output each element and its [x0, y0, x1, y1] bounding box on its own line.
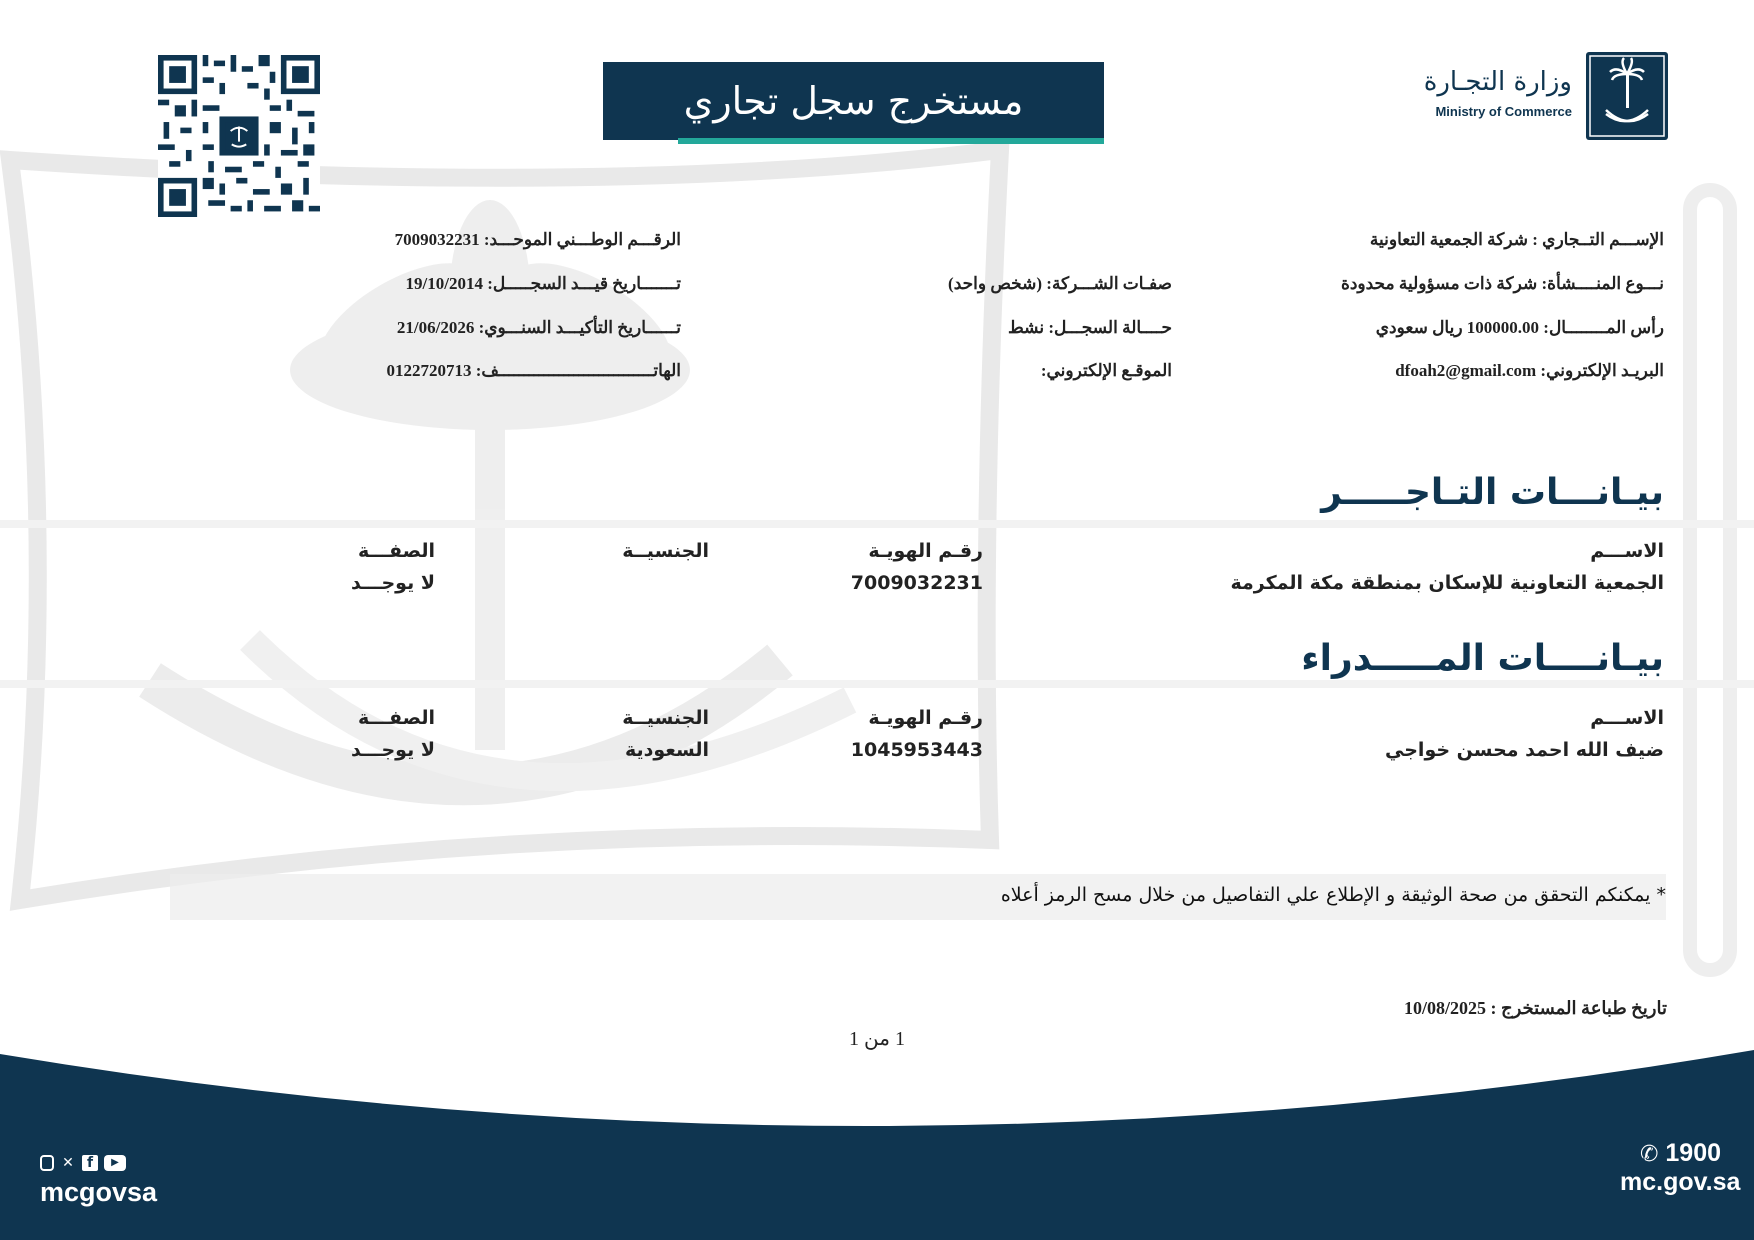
- confirm-date-value: 21/06/2026: [396, 318, 475, 337]
- capital-label: رأس المــــــــال:: [1543, 318, 1664, 337]
- entity-type-field: [1341, 274, 1664, 294]
- capital-field: [1376, 318, 1664, 338]
- ministry-name-english: Ministry of Commerce: [1435, 104, 1572, 119]
- merchant-header-role: الصفـــة: [357, 540, 435, 562]
- phone-value: 0122720713: [386, 361, 472, 380]
- footer-website[interactable]: mc.gov.sa: [1620, 1168, 1741, 1196]
- company-attr-field: [948, 274, 1172, 294]
- ministry-name-arabic: وزارة التجـارة: [1423, 67, 1572, 97]
- reg-date-label: تـــــــاريخ قيـــد السجـــــل:: [487, 274, 681, 293]
- print-date-field: [1404, 998, 1667, 1019]
- footer-phone[interactable]: [1640, 1139, 1721, 1168]
- merchant-name: الجمعية التعاونية للإسكان بمنطقة مكة المكرمة: [1230, 572, 1664, 594]
- website-label: الموقـع الإلكتروني:: [1040, 361, 1172, 380]
- unified-no-value: 7009032231: [394, 230, 480, 249]
- company-attr-label: صفـات الشـــركة:: [1046, 274, 1172, 293]
- unified-no-field: [395, 230, 681, 250]
- website-field: [1041, 361, 1172, 381]
- social-icons: [40, 1155, 126, 1171]
- verification-note: * يمكنكم التحقق من صحة الوثيقة و الإطلاع علي التفاصيل من خلال مسح الرمز أعلاه: [1000, 884, 1666, 906]
- confirm-date-label: تــــــاريخ التأكيـــد السنـــوي:: [478, 318, 681, 337]
- x-icon[interactable]: ✕: [62, 1155, 74, 1171]
- trade-name-label: الإســـم التــجاري :: [1532, 230, 1664, 249]
- document-title: مستخرج سجل تجاري: [683, 79, 1024, 123]
- merchant-header-name: الاســـم: [1590, 540, 1664, 562]
- status-label: حــــالة السجـــل:: [1048, 318, 1172, 337]
- trade-name-field: [1370, 230, 1664, 250]
- manager-name: ضيف الله احمد محسن خواجي: [1385, 739, 1664, 761]
- merchant-header-id: رقـم الهويـة: [868, 540, 983, 562]
- manager-id: 1045953443: [850, 739, 983, 761]
- reg-date-field: [406, 274, 682, 294]
- status-value: نشط: [1008, 318, 1045, 337]
- merchant-id: 7009032231: [850, 572, 983, 594]
- qr-code: [158, 55, 320, 217]
- print-date-value: 10/08/2025: [1403, 998, 1486, 1018]
- phone-label: الهاتـــــــــــــــــــــــــــــــف:: [475, 361, 681, 380]
- manager-role: لا يوجـــد: [351, 739, 435, 761]
- status-field: [1008, 318, 1172, 338]
- title-underline: [678, 138, 1104, 144]
- footer-phone-number: 1900: [1665, 1139, 1722, 1167]
- footer-handle[interactable]: mcgovsa: [40, 1177, 158, 1207]
- ministry-emblem-icon: [1586, 52, 1668, 140]
- managers-header-name: الاســـم: [1590, 707, 1664, 729]
- footer-band: [0, 1040, 1754, 1240]
- managers-section-title: بيـانــــات المـــــدراء: [1301, 638, 1664, 679]
- merchant-role: لا يوجـــد: [351, 572, 435, 594]
- instagram-icon[interactable]: [40, 1155, 54, 1171]
- merchant-header-nationality: الجنسيــة: [622, 540, 709, 562]
- entity-type-label: نـــوع المنــــشأة:: [1541, 274, 1664, 293]
- email-value: dfoah2@gmail.com: [1395, 361, 1537, 380]
- trade-name-value: شركة الجمعية التعاونية: [1369, 230, 1528, 249]
- page-number: 1 من 1: [849, 1028, 905, 1050]
- reg-date-value: 19/10/2014: [405, 274, 483, 293]
- unified-no-label: الرقـــم الوطـــني الموحـــد:: [483, 230, 681, 249]
- document-title-box: [603, 62, 1104, 140]
- email-field: [1395, 361, 1664, 381]
- manager-nationality: السعودية: [624, 739, 709, 761]
- entity-type-value: شركة ذات مسؤولية محدودة: [1340, 274, 1538, 293]
- managers-header-id: رقـم الهويـة: [868, 707, 983, 729]
- print-date-label: تاريخ طباعة المستخرج :: [1490, 998, 1667, 1018]
- capital-value: 100000.00 ريال سعودي: [1375, 318, 1540, 337]
- youtube-icon[interactable]: ▶: [104, 1155, 126, 1171]
- company-attr-value: (شخص واحد): [948, 274, 1043, 293]
- phone-field: [386, 361, 681, 381]
- merchant-section-title: بيـانـــات التـاجـــــر: [1321, 472, 1664, 513]
- email-label: البريـد الإلكتروني:: [1540, 361, 1664, 380]
- facebook-icon[interactable]: f: [82, 1155, 98, 1171]
- phone-icon: ✆: [1640, 1141, 1659, 1166]
- managers-header-nationality: الجنسيــة: [622, 707, 709, 729]
- confirm-date-field: [397, 318, 681, 338]
- managers-header-role: الصفـــة: [357, 707, 435, 729]
